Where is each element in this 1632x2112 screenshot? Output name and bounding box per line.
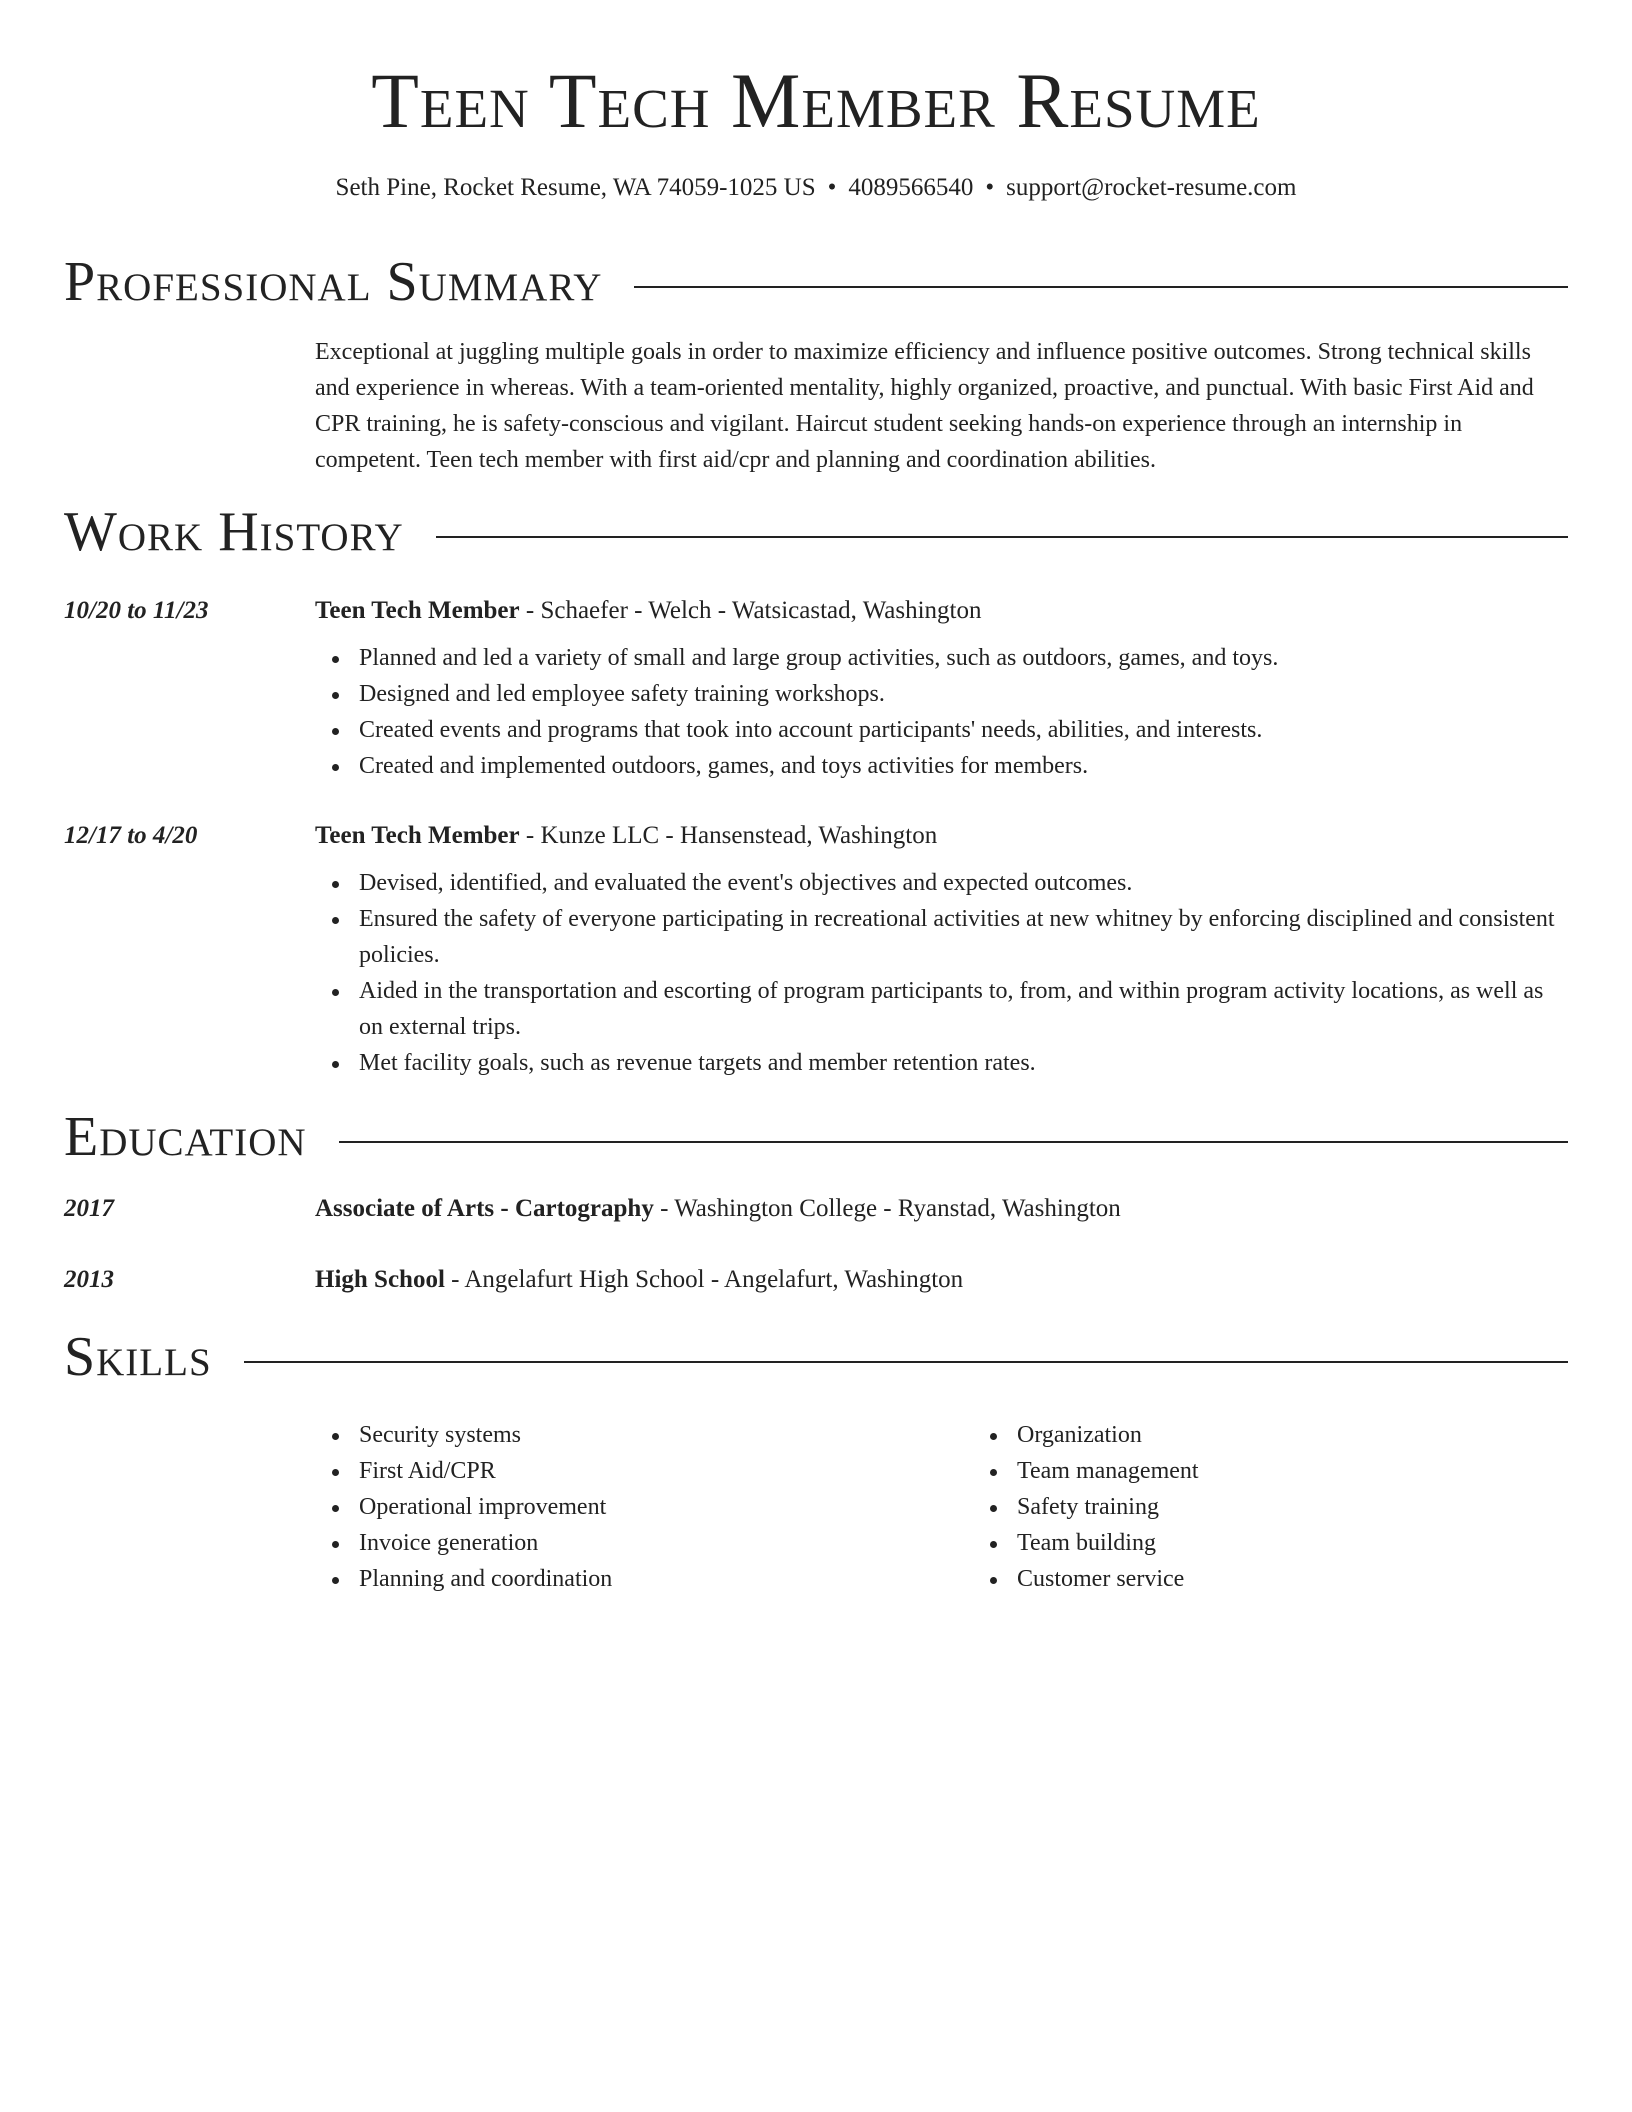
education-entry <box>64 1191 1568 1226</box>
work-heading: Work History <box>64 500 404 563</box>
job-bullets <box>315 865 1568 1081</box>
job-heading <box>315 818 1568 853</box>
education-degree: Associate of Arts - Cartography <box>315 1195 654 1223</box>
education-entry <box>64 1262 1568 1297</box>
skills-grid <box>315 1417 1631 1597</box>
summary-row <box>64 334 1568 478</box>
contact-phone: 4089566540 <box>848 173 974 201</box>
contact-address: Seth Pine, Rocket Resume, WA 74059-1025 US <box>335 173 816 201</box>
skill-item: Organization <box>1017 1417 1631 1453</box>
skill-item: Invoice generation <box>359 1525 973 1561</box>
skills-list-left <box>315 1417 973 1597</box>
job-title: Teen Tech Member <box>315 597 520 625</box>
summary-text: Exceptional at juggling multiple goals in order to maximize efficiency and influence positive outcomes. Strong technical skills and experience in whereas. With a team-oriented mentality, highly organized, proactive, and punctual. With basic First Aid and CPR training, he is safety-conscious and vigilant. Haircut student seeking hands-on experience through an internship in competent. Teen tech member with first aid/cpr and planning and coordination abilities. <box>315 338 1534 473</box>
education-section-heading <box>64 1107 1568 1169</box>
job-entry <box>64 818 1568 1081</box>
education-line <box>315 1191 1568 1226</box>
education-year: 2013 <box>64 1266 114 1294</box>
education-heading: Education <box>64 1106 307 1169</box>
skill-item: Team management <box>1017 1453 1631 1489</box>
job-bullet: Created and implemented outdoors, games, and toys activities for members. <box>359 748 1568 784</box>
job-bullets <box>315 640 1568 784</box>
education-degree: High School <box>315 1266 445 1294</box>
job-details: - Kunze LLC - Hansenstead, Washington <box>519 822 938 850</box>
summary-spacer <box>64 334 315 478</box>
job-bullet: Aided in the transportation and escorting of program participants to, from, and within program activity locations, as well as on external trips. <box>359 973 1568 1045</box>
education-year: 2017 <box>64 1195 114 1223</box>
section-rule <box>634 286 1568 288</box>
contact-line <box>64 172 1568 205</box>
section-rule <box>244 1361 1568 1363</box>
education-line <box>315 1262 1568 1297</box>
skill-item: Team building <box>1017 1525 1631 1561</box>
job-entry <box>64 593 1568 784</box>
skill-item: Operational improvement <box>359 1489 973 1525</box>
skills-row <box>64 1417 1568 1597</box>
job-details: - Schaefer - Welch - Watsicastad, Washington <box>519 597 982 625</box>
job-bullet: Devised, identified, and evaluated the event's objectives and expected outcomes. <box>359 865 1568 901</box>
skills-heading: Skills <box>64 1326 212 1389</box>
skill-item: First Aid/CPR <box>359 1453 973 1489</box>
job-title: Teen Tech Member <box>315 822 520 850</box>
skill-item: Security systems <box>359 1417 973 1453</box>
job-bullet: Created events and programs that took into account participants' needs, abilities, and interests. <box>359 712 1568 748</box>
skill-item: Safety training <box>1017 1489 1631 1525</box>
contact-separator: • <box>985 173 995 201</box>
contact-separator: • <box>827 173 837 201</box>
section-rule <box>339 1141 1568 1143</box>
skill-item: Planning and coordination <box>359 1561 973 1597</box>
resume-title: Teen Tech Member Resume <box>371 57 1261 144</box>
job-bullet: Met facility goals, such as revenue targets and member retention rates. <box>359 1045 1568 1081</box>
job-heading <box>315 593 1568 628</box>
job-bullet: Designed and led employee safety training workshops. <box>359 676 1568 712</box>
education-details: - Washington College - Ryanstad, Washington <box>653 1195 1121 1223</box>
job-bullet: Planned and led a variety of small and large group activities, such as outdoors, games, and toys. <box>359 640 1568 676</box>
summary-heading: Professional Summary <box>64 251 603 314</box>
skills-spacer <box>64 1417 315 1597</box>
job-dates: 12/17 to 4/20 <box>64 822 198 850</box>
education-details: - Angelafurt High School - Angelafurt, Washington <box>444 1266 964 1294</box>
skill-item: Customer service <box>1017 1561 1631 1597</box>
work-section-heading <box>64 502 1568 564</box>
job-dates: 10/20 to 11/23 <box>64 597 209 625</box>
skills-list-right <box>973 1417 1631 1597</box>
section-rule <box>436 536 1568 538</box>
job-bullet: Ensured the safety of everyone participating in recreational activities at new whitney by enforcing disciplined and consistent policies. <box>359 901 1568 973</box>
contact-email: support@rocket-resume.com <box>1006 173 1297 201</box>
skills-section-heading <box>64 1327 1568 1389</box>
summary-section-heading <box>64 252 1568 314</box>
